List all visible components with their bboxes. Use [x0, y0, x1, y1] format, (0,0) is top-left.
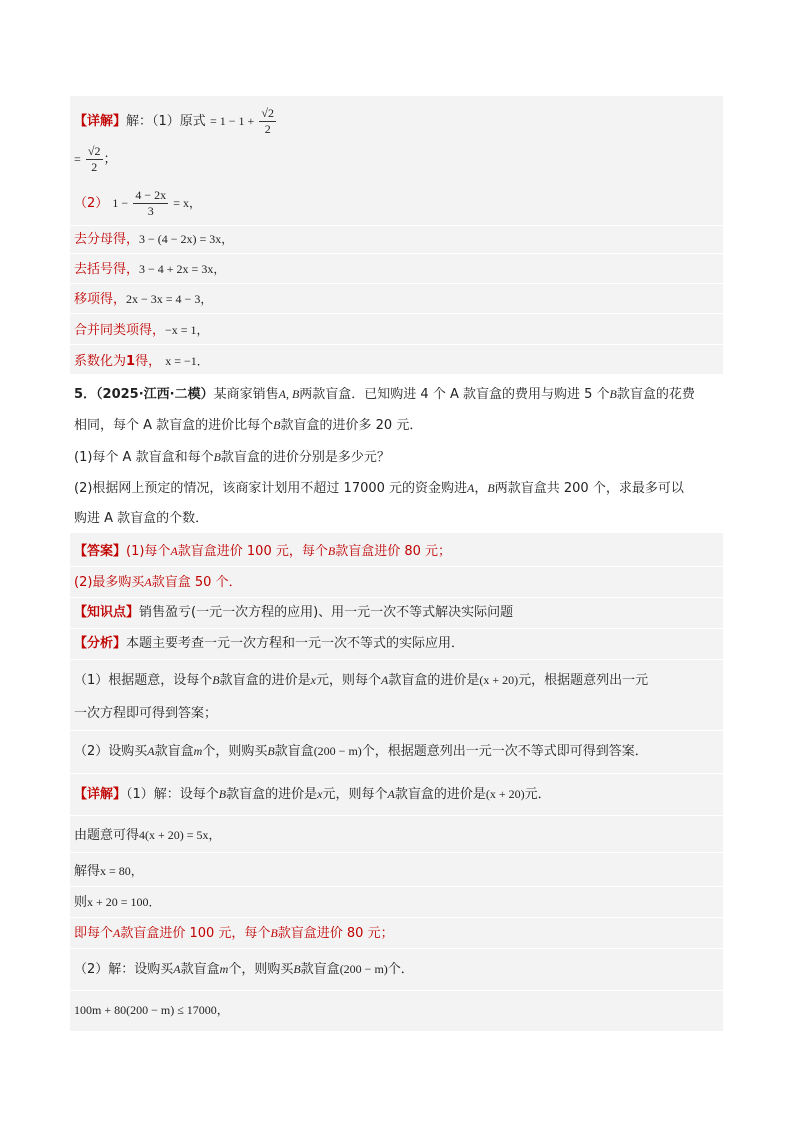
detail-then: 则x + 20 = 100．: [74, 895, 161, 910]
analysis-p1: （1）根据题意，设每个B款盲盒的进价是x元，则每个A款盲盒的进价是(x + 20)元，根据题意列出一元: [74, 673, 649, 688]
step-5: 系数化为1得， x = −1．: [74, 354, 209, 369]
solution-a-line2: = $\frac{√2}{2}$ ；: [74, 144, 117, 174]
step-3: 移项得，2x − 3x = 4 − 3，: [74, 292, 213, 307]
detail-inequality: 100m + 80(200 − m) ≤ 17000，: [74, 1003, 229, 1017]
solution-a-line1: [74, 106, 277, 137]
detail-p1: 【详解】（1）解：设每个B款盲盒的进价是x元，则每个A款盲盒的进价是(x + 20)元．: [74, 787, 551, 802]
analysis-heading: 【分析】本题主要考查一元一次方程和一元一次不等式的实际应用．: [74, 636, 465, 651]
step-4: 合并同类项得，−x = 1，: [74, 323, 209, 338]
analysis-p1-line2: 一次方程即可得到答案；: [74, 706, 218, 721]
solution-a-part2: （2） 1 − $\frac{4 - 2x}{3}$ = x，: [74, 188, 202, 218]
fraction-sqrt2-over-2: $\frac{√2}{2}$: [261, 106, 274, 136]
equation: = 1 − 1 +: [209, 114, 255, 128]
answer-line2: (2)最多购买A款盲盒 50 个．: [74, 575, 242, 590]
question-2: (2)根据网上预定的情况，该商家计划用不超过 17000 元的资金购进A，B两款盲盒共 200 个，求最多可以: [74, 481, 684, 496]
detail-p2: （2）解：设购买A款盲盒m个，则购买B款盲盒(200 − m)个．: [74, 962, 414, 977]
detail-equation: 由题意可得4(x + 20) = 5x，: [74, 828, 221, 843]
knowledge-point: 【知识点】销售盈亏(一元一次方程的应用)、用一元一次不等式解决实际问题: [74, 605, 514, 620]
problem5-line1: 5．（2025·江西·二模）某商家销售A, B两款盲盒．已知购进 4 个 A 款盲盒的费用与购进 5 个B款盲盒的花费: [74, 387, 695, 402]
analysis-p2: （2）设购买A款盲盒m个，则购买B款盲盒(200 − m)个，根据题意列出一元一次不等式即可得到答案．: [74, 744, 648, 759]
step-2: 去括号得，3 − 4 + 2x = 3x，: [74, 262, 226, 277]
fraction-part2: $\frac{4 - 2x}{3}$: [135, 188, 167, 218]
question-2-line2: 购进 A 款盲盒的个数．: [74, 511, 209, 526]
detail-solve: 解得x = 80，: [74, 864, 143, 879]
answer-line1: 【答案】(1)每个A款盲盒进价 100 元，每个B款盲盒进价 80 元；: [74, 544, 452, 559]
fraction-sqrt2-over-2: $\frac{√2}{2}$: [87, 144, 101, 174]
detail-tag: 【详解】: [74, 114, 127, 129]
question-1: (1)每个 A 款盲盒和每个B款盲盒的进价分别是多少元？: [74, 450, 390, 465]
intro-text: 解：（1）原式: [126, 114, 206, 129]
detail-conclusion: 即每个A款盲盒进价 100 元，每个B款盲盒进价 80 元；: [74, 926, 394, 941]
problem5-line2: 相同，每个 A 款盲盒的进价比每个B款盲盒的进价多 20 元．: [74, 418, 423, 433]
step-1: 去分母得，3 − (4 − 2x) = 3x，: [74, 232, 234, 247]
